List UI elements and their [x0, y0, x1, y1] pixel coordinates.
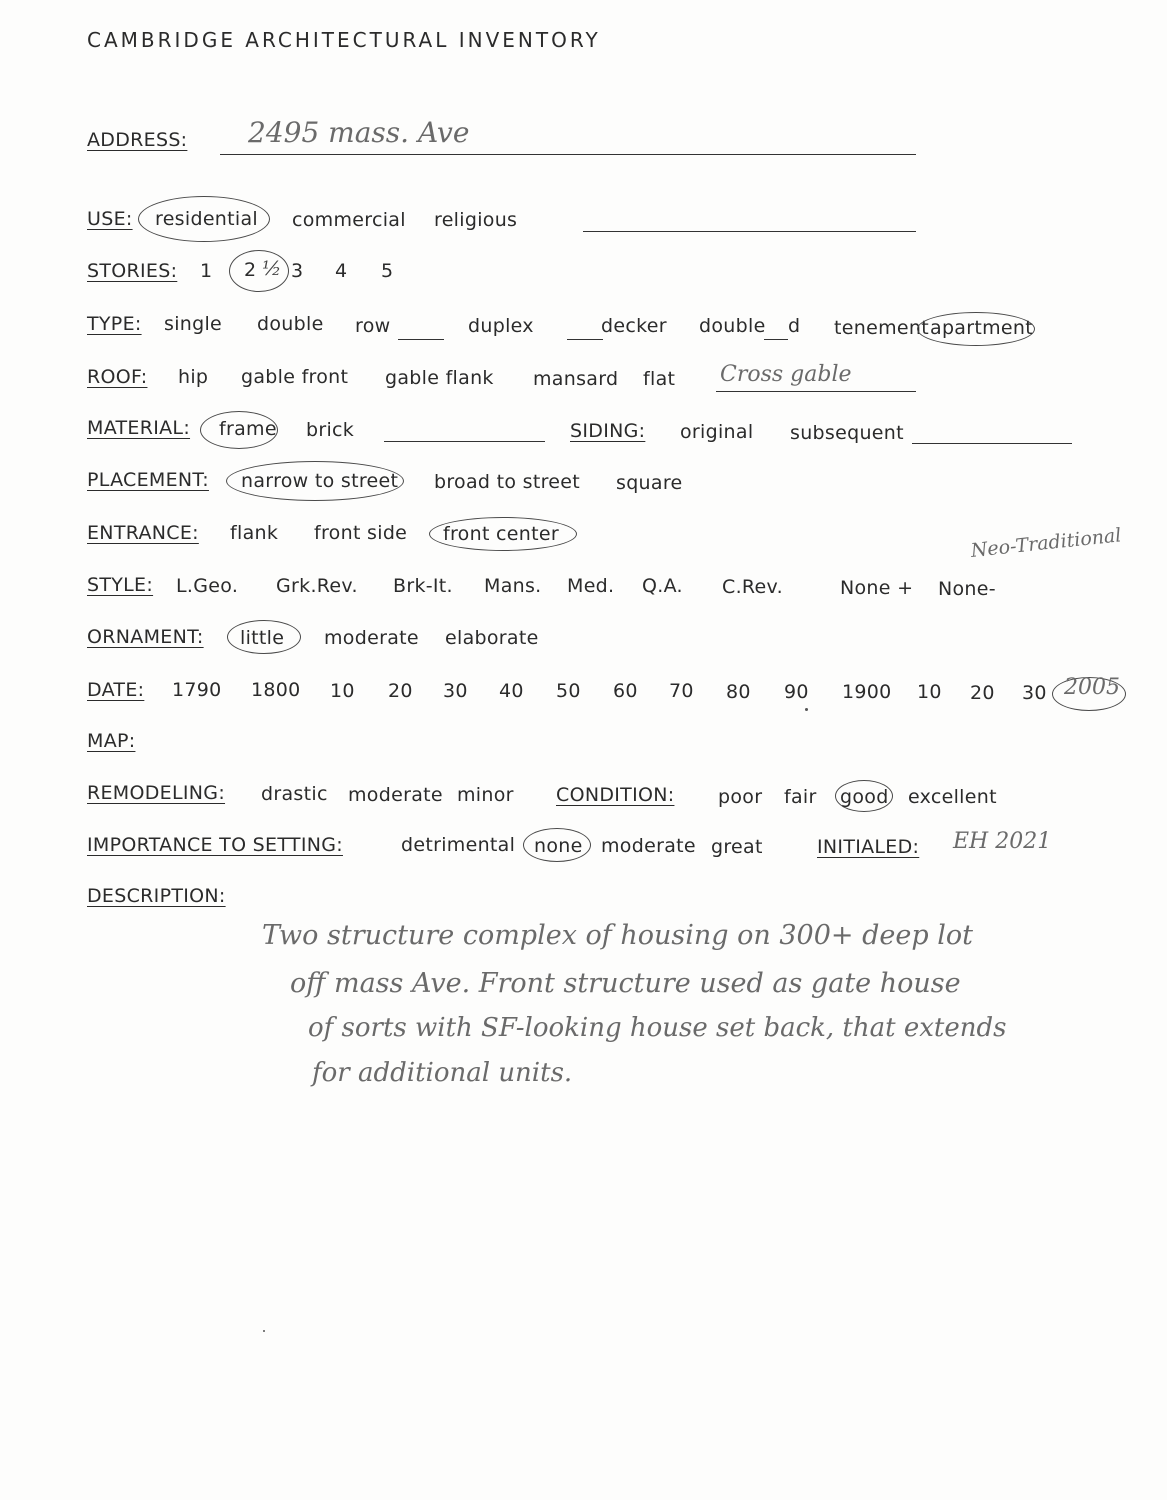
- remodeling-option-moderate: moderate: [348, 784, 443, 806]
- type-option-row: row: [355, 315, 391, 337]
- stories-label: STORIES:: [87, 260, 178, 282]
- description-line-4: for additional units.: [312, 1058, 573, 1088]
- address-line: [220, 154, 916, 155]
- date-label: DATE:: [87, 679, 145, 701]
- ornament-option-little: little: [240, 627, 285, 649]
- remodeling-option-drastic: drastic: [261, 783, 328, 805]
- date-option-90: 90: [784, 681, 809, 703]
- siding-other-line: [912, 443, 1072, 444]
- type-option-tenement: tenement: [834, 317, 929, 339]
- stories-option-5: 5: [381, 260, 394, 282]
- type-option-d: d: [788, 315, 801, 337]
- placement-option-broad: broad to street: [434, 471, 581, 493]
- description-line-2: off mass Ave. Front structure used as gate house: [290, 968, 961, 999]
- style-option-none-minus: None-: [938, 578, 996, 600]
- roof-option-hip: hip: [178, 366, 209, 388]
- date-option-30: 30: [443, 680, 468, 702]
- condition-option-excellent: excellent: [908, 786, 997, 808]
- roof-option-gable-flank: gable flank: [385, 367, 494, 389]
- stories-option-4: 4: [335, 260, 348, 282]
- date-option-1900: 1900: [842, 681, 892, 703]
- date-option-1790: 1790: [172, 679, 222, 701]
- ornament-label: ORNAMENT:: [87, 626, 204, 648]
- map-label: MAP:: [87, 730, 136, 752]
- date-option-60: 60: [613, 680, 638, 702]
- roof-other-line: [716, 391, 916, 392]
- type-option-double-decker: double: [699, 315, 766, 337]
- style-option-crev: C.Rev.: [722, 576, 783, 598]
- style-handwritten: Neo-Traditional: [969, 524, 1123, 562]
- date-option-20: 20: [388, 680, 413, 702]
- type-row-blank: [398, 339, 444, 340]
- roof-option-gable-front: gable front: [241, 366, 349, 388]
- date-option-1900s-30: 30: [1022, 682, 1047, 704]
- material-option-frame: frame: [219, 418, 277, 440]
- use-option-religious: religious: [434, 209, 518, 231]
- material-label: MATERIAL:: [87, 417, 191, 439]
- entrance-label: ENTRANCE:: [87, 522, 199, 544]
- date-option-1900s-10: 10: [917, 681, 942, 703]
- date-option-80: 80: [726, 681, 751, 703]
- address-label: ADDRESS:: [87, 129, 188, 151]
- use-other-line: [583, 231, 916, 232]
- style-option-grkrev: Grk.Rev.: [276, 575, 358, 597]
- pencil-dot: [805, 708, 808, 711]
- remodeling-option-minor: minor: [457, 784, 514, 806]
- type-option-decker: decker: [601, 315, 667, 337]
- type-double-d-blank: [764, 339, 788, 340]
- roof-option-flat: flat: [643, 368, 676, 390]
- use-option-residential: residential: [155, 208, 259, 230]
- placement-option-narrow: narrow to street: [241, 470, 399, 492]
- importance-option-none: none: [534, 835, 583, 857]
- initialed-label: INITIALED:: [817, 836, 920, 858]
- date-option-40: 40: [499, 680, 524, 702]
- initialed-value: EH 2021: [953, 829, 1052, 854]
- stories-option-3: 3: [291, 260, 304, 282]
- roof-label: ROOF:: [87, 366, 148, 388]
- form-title: CAMBRIDGE ARCHITECTURAL INVENTORY: [87, 28, 601, 52]
- address-value: 2495 mass. Ave: [248, 116, 470, 149]
- condition-option-poor: poor: [718, 786, 763, 808]
- remodeling-label: REMODELING:: [87, 782, 226, 804]
- description-line-1: Two structure complex of housing on 300+ deep lot: [262, 920, 973, 951]
- date-option-1800: 1800: [251, 679, 301, 701]
- material-option-brick: brick: [306, 419, 355, 441]
- placement-option-square: square: [616, 472, 683, 494]
- material-other-line: [384, 441, 545, 442]
- type-option-single: single: [164, 313, 223, 335]
- type-option-double: double: [257, 313, 324, 335]
- condition-option-good: good: [840, 786, 889, 808]
- description-line-3: of sorts with SF-looking house set back, that extends: [308, 1013, 1007, 1043]
- style-option-none-plus: None +: [840, 577, 914, 599]
- stories-half-mark: ½: [262, 256, 282, 280]
- description-label: DESCRIPTION:: [87, 885, 226, 907]
- siding-label: SIDING:: [570, 420, 646, 442]
- paper-speck: [263, 1330, 265, 1332]
- ornament-option-moderate: moderate: [324, 627, 419, 649]
- roof-other-value: Cross gable: [720, 362, 852, 387]
- use-option-commercial: commercial: [292, 209, 406, 231]
- condition-label: CONDITION:: [556, 784, 675, 806]
- date-option-50: 50: [556, 680, 581, 702]
- entrance-option-front-center: front center: [443, 523, 559, 545]
- style-option-mans: Mans.: [484, 575, 542, 597]
- use-label: USE:: [87, 208, 133, 230]
- entrance-option-flank: flank: [230, 522, 279, 544]
- importance-option-great: great: [711, 836, 763, 858]
- type-decker-blank: [567, 339, 603, 340]
- entrance-option-front-side: front side: [314, 522, 408, 544]
- stories-option-1: 1: [200, 260, 213, 282]
- importance-option-detrimental: detrimental: [401, 834, 516, 856]
- date-option-70: 70: [669, 680, 694, 702]
- style-option-lgeo: L.Geo.: [176, 575, 239, 597]
- date-option-10: 10: [330, 680, 355, 702]
- stories-option-2: 2: [244, 259, 257, 281]
- condition-option-fair: fair: [784, 786, 817, 808]
- date-option-1900s-20: 20: [970, 682, 995, 704]
- siding-option-subsequent: subsequent: [790, 422, 904, 444]
- style-option-qa: Q.A.: [642, 575, 683, 597]
- importance-option-moderate: moderate: [601, 835, 696, 857]
- placement-label: PLACEMENT:: [87, 469, 209, 491]
- roof-option-mansard: mansard: [533, 368, 619, 390]
- style-option-brkit: Brk-It.: [393, 575, 453, 597]
- type-option-apartment: apartment: [930, 317, 1033, 339]
- type-option-duplex: duplex: [468, 315, 534, 337]
- type-label: TYPE:: [87, 313, 142, 335]
- ornament-option-elaborate: elaborate: [445, 627, 539, 649]
- style-label: STYLE:: [87, 574, 154, 596]
- style-option-med: Med.: [567, 575, 615, 597]
- siding-option-original: original: [680, 421, 754, 443]
- date-handwritten: 2005: [1064, 675, 1120, 700]
- importance-label: IMPORTANCE TO SETTING:: [87, 834, 343, 856]
